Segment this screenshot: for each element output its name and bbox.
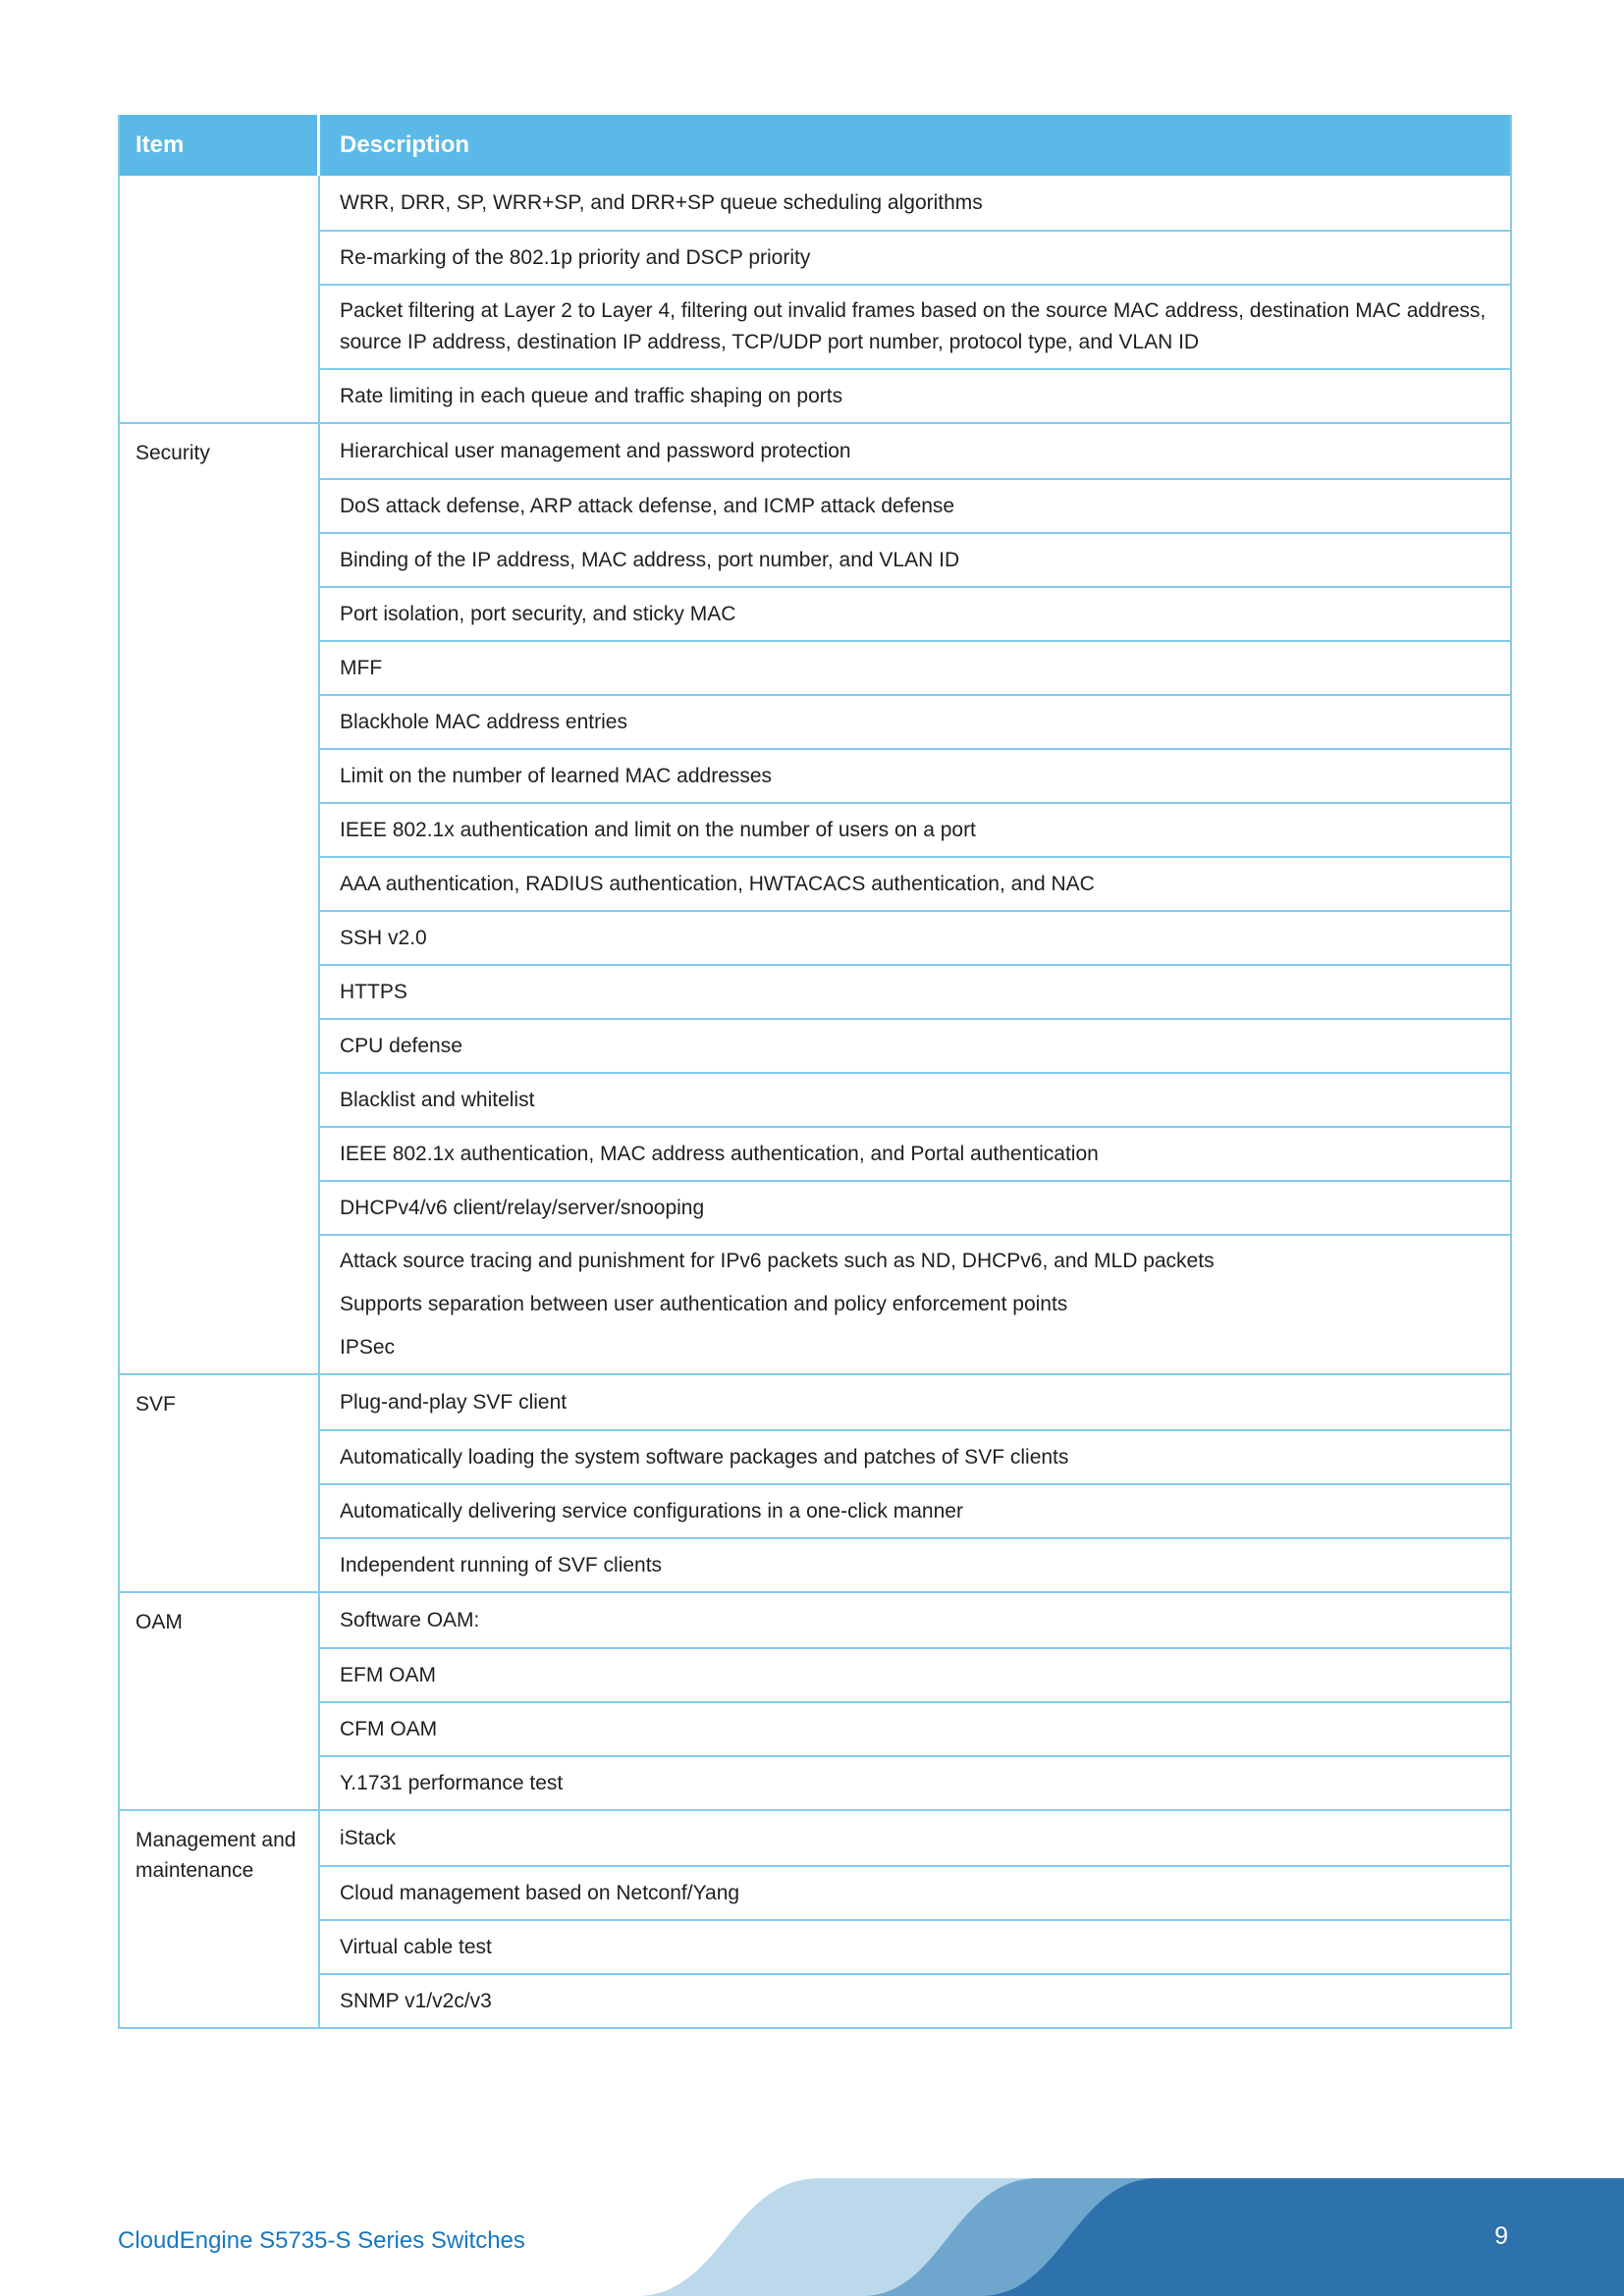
description-cell <box>320 176 1510 230</box>
description-line: Attack source tracing and punishment for IPv6 packets such as ND, DHCPv6, and MLD packets <box>340 1250 1215 1272</box>
description-cell <box>320 368 1510 422</box>
description-cell <box>320 230 1510 284</box>
table-header-description: Description <box>340 132 470 158</box>
description-line: AAA authentication, RADIUS authentication, HWTACACS authentication, and NAC <box>340 872 1095 895</box>
description-cell <box>320 586 1510 640</box>
description-line: Cloud management based on Netconf/Yang <box>340 1881 740 1904</box>
description-cell <box>320 1126 1510 1180</box>
description-line: iStack <box>340 1826 397 1849</box>
spec-table <box>118 115 1512 2029</box>
description-cell <box>320 694 1510 748</box>
description-line: Hierarchical user management and password protection <box>340 439 851 462</box>
description-cell <box>320 1865 1510 1919</box>
description-line: Automatically delivering service configurations in a one-click manner <box>340 1499 963 1522</box>
description-cell <box>320 1537 1510 1591</box>
description-line: Re-marking of the 802.1p priority and DSCP priority <box>340 245 811 269</box>
description-line: CFM OAM <box>340 1717 438 1740</box>
table-group <box>120 176 1510 422</box>
table-header-row <box>120 115 1510 176</box>
description-column <box>320 176 1510 422</box>
footer-doc-title: CloudEngine S5735-S Series Switches <box>118 2227 525 2254</box>
description-cell <box>320 424 1510 478</box>
description-cell <box>320 640 1510 694</box>
description-line: Automatically loading the system software packages and patches of SVF clients <box>340 1445 1069 1468</box>
description-line: DoS attack defense, ARP attack defense, and ICMP attack defense <box>340 494 955 517</box>
table-group <box>120 1591 1510 1809</box>
footer-wave-graphic <box>628 2171 1624 2296</box>
description-column <box>320 424 1510 1373</box>
description-column <box>320 1375 1510 1591</box>
description-line: Packet filtering at Layer 2 to Layer 4, filtering out invalid frames based on the source MAC address, destination MAC address, source IP address, destination IP address, TCP/UDP port number, protocol type, and VLAN ID <box>340 299 1487 353</box>
description-line: Plug-and-play SVF client <box>340 1390 568 1414</box>
description-line: Supports separation between user authentication and policy enforcement points <box>340 1293 1068 1315</box>
item-cell: Security <box>120 424 320 1373</box>
description-line: Binding of the IP address, MAC address, port number, and VLAN ID <box>340 548 960 571</box>
description-line: WRR, DRR, SP, WRR+SP, and DRR+SP queue scheduling algorithms <box>340 190 983 214</box>
description-cell <box>320 964 1510 1018</box>
description-cell <box>320 1593 1510 1647</box>
description-column <box>320 1593 1510 1809</box>
description-line: DHCPv4/v6 client/relay/server/snooping <box>340 1196 705 1219</box>
description-cell <box>320 802 1510 856</box>
description-line: Y.1731 performance test <box>340 1771 564 1794</box>
description-line: IEEE 802.1x authentication and limit on the number of users on a port <box>340 818 976 841</box>
description-cell <box>320 1919 1510 1973</box>
description-line: IPSec <box>340 1336 396 1359</box>
description-cell <box>320 910 1510 964</box>
page-number: 9 <box>1494 2222 1508 2250</box>
description-cell <box>320 1018 1510 1072</box>
item-cell: Management and maintenance <box>120 1811 320 2027</box>
description-line: SSH v2.0 <box>340 926 427 949</box>
description-column <box>320 1811 1510 2027</box>
description-cell <box>320 1647 1510 1701</box>
description-line: Independent running of SVF clients <box>340 1553 663 1576</box>
description-cell <box>320 1234 1510 1373</box>
description-cell <box>320 1180 1510 1234</box>
description-cell <box>320 1483 1510 1537</box>
description-line: Port isolation, port security, and sticky MAC <box>340 602 736 625</box>
description-line: Virtual cable test <box>340 1935 492 1958</box>
description-cell <box>320 1072 1510 1126</box>
item-cell: OAM <box>120 1593 320 1809</box>
table-group <box>120 1809 1510 2027</box>
table-group <box>120 1373 1510 1591</box>
description-cell <box>320 532 1510 586</box>
table-header-item: Item <box>120 115 320 176</box>
description-cell <box>320 1811 1510 1865</box>
description-line: Rate limiting in each queue and traffic shaping on ports <box>340 384 843 407</box>
description-line: Blackhole MAC address entries <box>340 710 627 733</box>
description-cell <box>320 1429 1510 1483</box>
description-cell <box>320 1755 1510 1809</box>
item-cell: SVF <box>120 1375 320 1591</box>
description-line: EFM OAM <box>340 1663 436 1686</box>
description-line: MFF <box>340 656 383 679</box>
description-cell <box>320 1701 1510 1755</box>
description-line: IEEE 802.1x authentication, MAC address authentication, and Portal authentication <box>340 1142 1099 1165</box>
description-line: HTTPS <box>340 980 407 1003</box>
description-line: Software OAM: <box>340 1608 480 1631</box>
table-group <box>120 422 1510 1373</box>
description-cell <box>320 1973 1510 2027</box>
description-cell <box>320 284 1510 368</box>
table-body <box>120 176 1510 2027</box>
description-cell <box>320 1375 1510 1429</box>
description-cell <box>320 856 1510 910</box>
description-line: CPU defense <box>340 1034 462 1057</box>
description-line: Limit on the number of learned MAC addresses <box>340 764 773 787</box>
item-cell <box>120 176 320 422</box>
description-line: SNMP v1/v2c/v3 <box>340 1989 492 2012</box>
description-cell <box>320 748 1510 802</box>
description-cell <box>320 478 1510 532</box>
description-line: Blacklist and whitelist <box>340 1088 535 1111</box>
